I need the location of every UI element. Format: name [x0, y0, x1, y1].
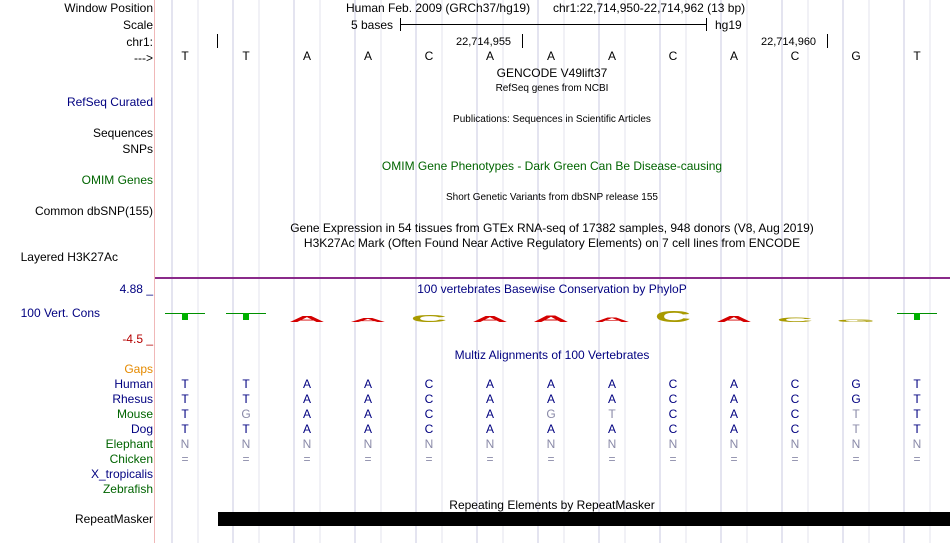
alignment-base: N: [363, 437, 373, 451]
alignment-row: [0, 407, 950, 422]
alignment-base: T: [913, 422, 921, 436]
alignment-base: G: [851, 392, 861, 406]
base-letter: A: [607, 49, 616, 63]
phylop-letter: A: [532, 313, 570, 325]
alignment-base: T: [181, 377, 189, 391]
alignment-base: T: [852, 422, 860, 436]
alignment-base: G: [241, 407, 251, 421]
alignment-base: T: [608, 407, 616, 421]
phylop-letter: C: [410, 312, 448, 325]
phylop-letter: A: [715, 314, 753, 324]
cons-min-value: -4.5 _: [122, 332, 153, 346]
alignment-base: T: [181, 392, 189, 406]
alignment-base: C: [790, 392, 800, 406]
repeatmasker-label[interactable]: RepeatMasker: [74, 512, 153, 526]
alignment-base: C: [668, 422, 678, 436]
base-letter: T: [181, 49, 189, 63]
scale-bar-right-tick: [706, 18, 707, 31]
alignment-base: C: [668, 392, 678, 406]
alignment-base: A: [607, 377, 616, 391]
alignment-base: A: [363, 377, 372, 391]
species-label-x-tropicalis: X_tropicalis: [90, 467, 153, 481]
ruler-tick-1: [522, 34, 523, 48]
alignment-base: =: [913, 452, 921, 466]
alignment-base: A: [302, 392, 311, 406]
alignment-base: =: [669, 452, 677, 466]
alignment-base: G: [851, 377, 861, 391]
window-position-label: Window Position: [64, 1, 153, 15]
alignment-base: =: [791, 452, 799, 466]
scale-bar-left-tick: [400, 18, 401, 31]
alignment-base: =: [547, 452, 555, 466]
dbsnp-track-title[interactable]: Short Genetic Variants from dbSNP release 155: [446, 192, 658, 203]
base-letter: A: [302, 49, 311, 63]
alignment-base: C: [424, 377, 434, 391]
scale-db-text: hg19: [715, 18, 742, 32]
repeatmasker-element-bar[interactable]: [218, 512, 950, 526]
species-label-dog: Dog: [130, 422, 153, 436]
alignment-base: N: [607, 437, 617, 451]
ruler-start-tick: [217, 34, 218, 48]
alignment-base: N: [851, 437, 861, 451]
alignment-base: N: [546, 437, 556, 451]
alignment-base: A: [485, 407, 494, 421]
alignment-base: C: [424, 407, 434, 421]
alignment-base: N: [180, 437, 190, 451]
alignment-base: A: [485, 422, 494, 436]
vert-cons-label[interactable]: 100 Vert. Cons: [20, 306, 100, 320]
alignment-base: A: [607, 422, 616, 436]
alignment-base: C: [790, 422, 800, 436]
species-label-human: Human: [114, 377, 153, 391]
species-label-elephant: Elephant: [105, 437, 153, 451]
alignment-base: A: [485, 392, 494, 406]
scale-label: Scale: [122, 18, 153, 32]
phylop-conservation-plot: [0, 296, 950, 336]
alignment-base: C: [668, 407, 678, 421]
gtex-track-title[interactable]: Gene Expression in 54 tissues from GTEx RNA-seq of 17382 samples, 948 donors (V8, Aug 2019): [290, 221, 814, 235]
alignment-base: N: [668, 437, 678, 451]
phylop-letter: A: [288, 314, 326, 324]
alignment-base: A: [485, 377, 494, 391]
species-label-zebrafish: Zebrafish: [102, 482, 153, 496]
alignment-base: N: [912, 437, 922, 451]
alignment-base: A: [729, 422, 738, 436]
alignment-row: [0, 392, 950, 407]
alignment-base: =: [486, 452, 494, 466]
refseq-curated-label[interactable]: RefSeq Curated: [66, 95, 153, 109]
base-letter: C: [790, 49, 800, 63]
h3k27ac-track-title[interactable]: H3K27Ac Mark (Often Found Near Active Regulatory Elements) on 7 cell lines from ENCODE: [303, 236, 801, 250]
gencode-track-title[interactable]: GENCODE V49lift37: [496, 66, 608, 80]
alignment-base: N: [485, 437, 495, 451]
strand-label: --->: [134, 51, 153, 65]
alignment-base: A: [302, 422, 311, 436]
layered-h3k27ac-label[interactable]: Layered H3K27Ac: [20, 250, 118, 264]
alignment-base: A: [302, 377, 311, 391]
refseq-track-title[interactable]: RefSeq genes from NCBI: [495, 83, 609, 94]
alignment-base: A: [363, 407, 372, 421]
alignment-base: T: [913, 407, 921, 421]
base-letter: C: [668, 49, 678, 63]
scale-bar: [400, 24, 707, 25]
alignment-base: C: [790, 407, 800, 421]
alignment-base: A: [729, 407, 738, 421]
alignment-base: N: [302, 437, 312, 451]
phylop-letter: A: [471, 314, 509, 324]
track-separator: [155, 277, 950, 279]
assembly-text: Human Feb. 2009 (GRCh37/hg19): [346, 1, 531, 15]
species-label-rhesus: Rhesus: [112, 392, 153, 406]
base-letter: C: [424, 49, 434, 63]
base-letter: A: [729, 49, 738, 63]
alignment-base: A: [729, 392, 738, 406]
alignment-base: T: [242, 377, 250, 391]
publications-track-title[interactable]: Publications: Sequences in Scientific Articles: [453, 114, 651, 125]
alignment-base: N: [790, 437, 800, 451]
base-letter: T: [242, 49, 250, 63]
alignment-base: C: [790, 377, 800, 391]
ruler-coord-2: 22,714,960: [761, 36, 817, 48]
alignment-base: A: [363, 422, 372, 436]
alignment-base: C: [424, 392, 434, 406]
alignment-base: =: [730, 452, 738, 466]
base-letter: A: [485, 49, 494, 63]
alignment-base: =: [852, 452, 860, 466]
alignment-base: A: [546, 422, 555, 436]
common-dbsnp-label[interactable]: Common dbSNP(155): [34, 204, 153, 218]
chrom-label: chr1:: [126, 35, 153, 49]
alignment-base: =: [425, 452, 433, 466]
base-letter: T: [913, 49, 921, 63]
alignment-base: T: [913, 392, 921, 406]
alignment-base: T: [852, 407, 860, 421]
alignment-row: [0, 422, 950, 437]
alignment-base: A: [302, 407, 311, 421]
gaps-label: Gaps: [124, 362, 153, 376]
alignment-base: N: [729, 437, 739, 451]
alignment-base: A: [607, 392, 616, 406]
base-letter: A: [363, 49, 372, 63]
omim-track-title[interactable]: OMIM Gene Phenotypes - Dark Green Can Be Disease-causing: [381, 159, 723, 173]
alignment-row: [0, 482, 950, 497]
ruler-coord-1: 22,714,955: [456, 36, 512, 48]
base-letter: A: [546, 49, 555, 63]
phylop-bar: [243, 313, 249, 320]
alignment-row: [0, 377, 950, 392]
alignment-base: N: [424, 437, 434, 451]
alignment-base: =: [608, 452, 616, 466]
phylop-letter: A: [593, 316, 631, 324]
alignment-base: A: [729, 377, 738, 391]
base-letter: G: [851, 49, 861, 63]
alignment-base: T: [181, 407, 189, 421]
sequences-label[interactable]: Sequences: [92, 126, 153, 140]
alignment-base: =: [303, 452, 311, 466]
alignment-base: N: [241, 437, 251, 451]
ruler-tick-2: [827, 34, 828, 48]
alignment-base: T: [242, 422, 250, 436]
alignment-base: =: [364, 452, 372, 466]
alignment-base: T: [913, 377, 921, 391]
alignment-base: A: [546, 377, 555, 391]
scale-text: 5 bases: [351, 18, 394, 32]
base-sequence-row: [0, 49, 950, 64]
cons-max-value: 4.88 _: [119, 282, 153, 296]
phylop-letter: G: [836, 318, 876, 323]
phylop-letter: C: [776, 316, 814, 324]
phylop-track-title[interactable]: 100 vertebrates Basewise Conservation by PhyloP: [417, 282, 687, 296]
alignment-base: A: [546, 392, 555, 406]
alignment-base: A: [363, 392, 372, 406]
alignment-base: =: [242, 452, 250, 466]
multiz-track-title[interactable]: Multiz Alignments of 100 Vertebrates: [454, 348, 650, 362]
alignment-base: G: [546, 407, 556, 421]
alignment-base: T: [181, 422, 189, 436]
phylop-bar: [182, 313, 188, 320]
species-label-chicken: Chicken: [109, 452, 153, 466]
species-label-mouse: Mouse: [116, 407, 153, 421]
alignment-base: C: [424, 422, 434, 436]
alignment-base: C: [668, 377, 678, 391]
phylop-bar: [914, 313, 920, 320]
omim-genes-label[interactable]: OMIM Genes: [81, 173, 153, 187]
alignment-row: [0, 437, 950, 452]
alignment-base: T: [242, 392, 250, 406]
alignment-row: [0, 467, 950, 482]
alignment-base: =: [181, 452, 189, 466]
phylop-letter: C: [654, 307, 692, 326]
phylop-letter: A: [349, 317, 387, 324]
repeatmasker-track-title[interactable]: Repeating Elements by RepeatMasker: [449, 498, 655, 512]
alignment-row: [0, 452, 950, 467]
snps-label[interactable]: SNPs: [122, 142, 153, 156]
position-text: chr1:22,714,950-22,714,962 (13 bp): [553, 1, 746, 15]
